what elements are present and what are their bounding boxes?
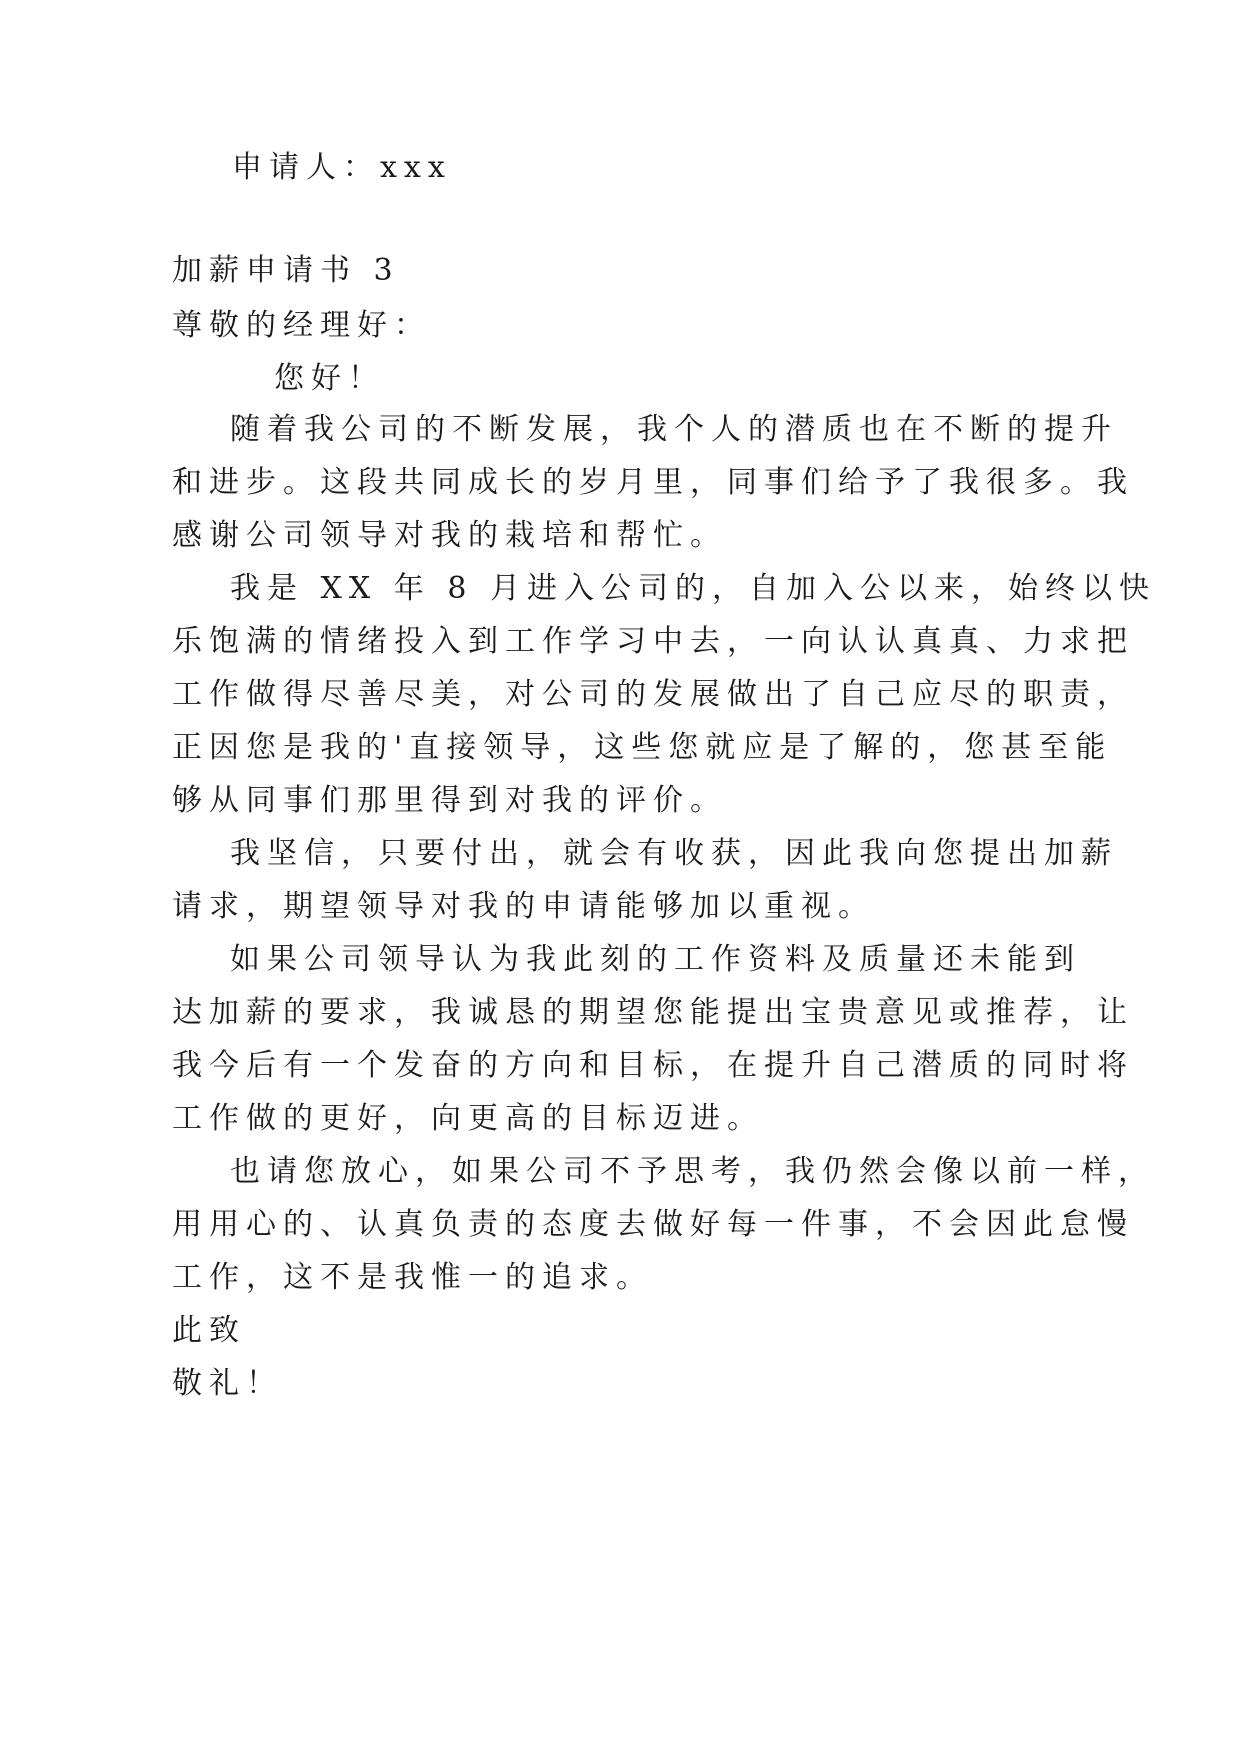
- paragraph-4-line-4: 工作做的更好，向更高的目标迈进。: [172, 1101, 764, 1136]
- paragraph-5-line-1: 也请您放心，如果公司不予思考，我仍然会像以前一样，: [230, 1154, 1155, 1189]
- paragraph-2-line-3: 工作做得尽善尽美，对公司的发展做出了自己应尽的职责，: [172, 677, 1134, 712]
- paragraph-2-line-2: 乐饱满的情绪投入到工作学习中去，一向认认真真、力求把: [172, 624, 1134, 659]
- paragraph-3-line-2: 请求，期望领导对我的申请能够加以重视。: [172, 889, 875, 924]
- paragraph-4-line-1: 如果公司领导认为我此刻的工作资料及质量还未能到: [230, 942, 1081, 977]
- paragraph-2-line-5: 够从同事们那里得到对我的评价。: [172, 783, 727, 818]
- closing-line-2: 敬礼！: [172, 1366, 283, 1401]
- document-title: 加薪申请书 3: [172, 253, 400, 288]
- paragraph-2-line-1: 我是 XX 年 8 月进入公司的，自加入公以来，始终以快: [230, 571, 1156, 606]
- greeting: 您好！: [274, 361, 385, 396]
- applicant-line: 申请人：xxx: [232, 150, 452, 185]
- paragraph-5-line-3: 工作，这不是我惟一的追求。: [172, 1260, 653, 1295]
- paragraph-1-line-2: 和进步。这段共同成长的岁月里，同事们给予了我很多。我: [172, 465, 1134, 500]
- closing-line-1: 此致: [172, 1313, 246, 1348]
- paragraph-4-line-2: 达加薪的要求，我诚恳的期望您能提出宝贵意见或推荐，让: [172, 995, 1134, 1030]
- paragraph-3-line-1: 我坚信，只要付出，就会有收获，因此我向您提出加薪: [230, 836, 1118, 871]
- paragraph-1-line-3: 感谢公司领导对我的栽培和帮忙。: [172, 518, 727, 553]
- paragraph-1-line-1: 随着我公司的不断发展，我个人的潜质也在不断的提升: [230, 412, 1118, 447]
- paragraph-5-line-2: 用用心的、认真负责的态度去做好每一件事，不会因此怠慢: [172, 1207, 1134, 1242]
- salutation: 尊敬的经理好：: [172, 308, 431, 343]
- paragraph-2-line-4: 正因您是我的'直接领导，这些您就应是了解的，您甚至能: [172, 730, 1113, 765]
- paragraph-4-line-3: 我今后有一个发奋的方向和目标，在提升自己潜质的同时将: [172, 1048, 1134, 1083]
